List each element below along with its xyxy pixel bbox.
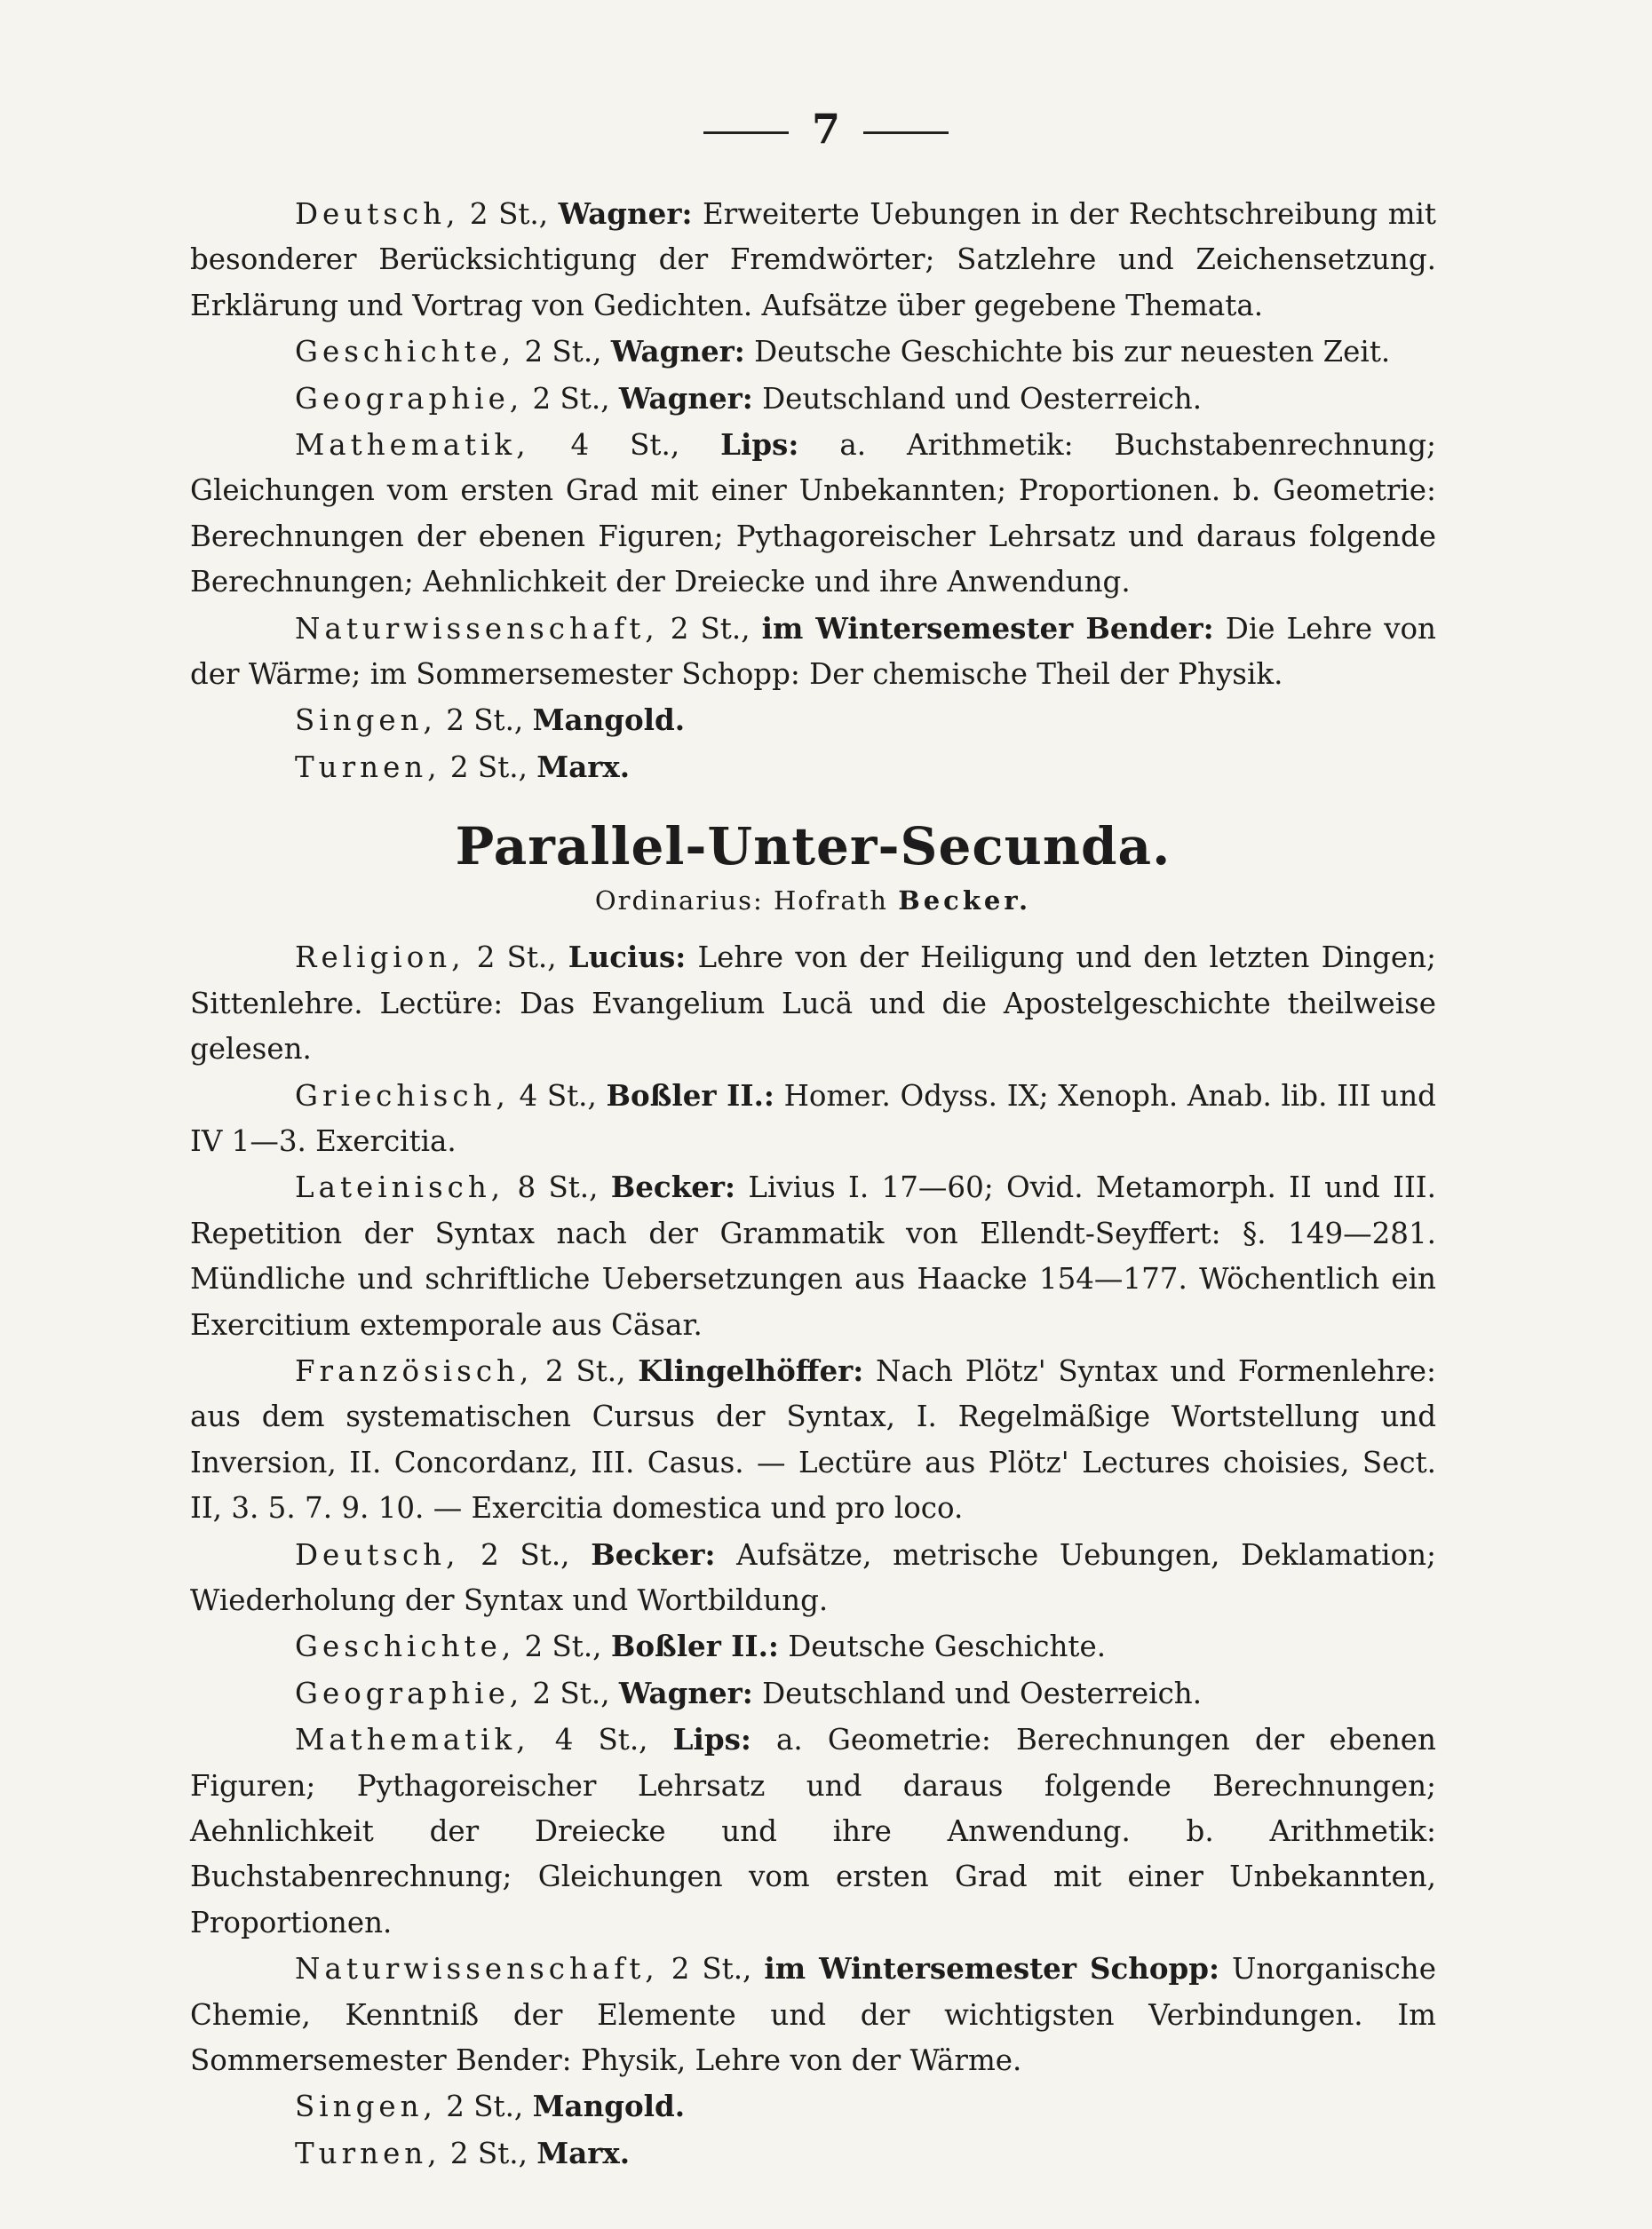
subject-description: Erweiterte Uebungen in der Rechtschreibung mit besonderer Berücksichtigung der Fremdwörter; Satzlehre und Zeichensetzung. Erklärung und Vortrag von Gedichten. Aufsätze über gegebene Themata.	[190, 197, 1436, 322]
subject-name: Lateinisch,	[295, 1170, 505, 1205]
page-number-line	[0, 105, 1652, 153]
subject-paragraph	[190, 422, 1436, 606]
subject-hours: 2 St.,	[532, 1676, 610, 1710]
subject-paragraph	[190, 606, 1436, 698]
subject-paragraph	[190, 376, 1436, 422]
subject-paragraph	[190, 1946, 1436, 2083]
subject-description: Homer. Odyss. IX; Xenoph. Anab. lib. III und IV 1—3. Exercitia.	[190, 1078, 1436, 1158]
teacher-name: Mangold.	[532, 2089, 686, 2124]
left-dash	[703, 131, 789, 134]
subject-paragraph	[190, 744, 1436, 790]
subject-hours: 2 St.,	[476, 940, 557, 975]
subject-hours: 2 St.,	[670, 611, 751, 646]
subject-paragraph	[190, 1164, 1436, 1348]
teacher-name: Lips:	[720, 427, 799, 463]
teacher-name: Lips:	[672, 1722, 751, 1757]
subject-hours: 2 St.,	[449, 2136, 528, 2170]
subject-hours: 8 St.,	[517, 1170, 599, 1205]
subject-hours: 2 St.,	[481, 1537, 570, 1572]
teacher-name: Lucius:	[568, 940, 687, 975]
ordinarius-label: Ordinarius: Hofrath	[594, 885, 888, 916]
subject-name: Geographie,	[295, 1676, 524, 1710]
subject-description: a. Arithmetik: Buchstabenrechnung; Gleichungen vom ersten Grad mit einer Unbekannten; Proportionen. b. Geometrie: Berechnungen der ebenen Figuren; Pythagoreischer Lehrsatz und daraus folgende Berechnungen; Aehnlichkeit der Dreiecke und ihre Anwendung.	[190, 428, 1436, 599]
subject-description: Deutsche Geschichte.	[788, 1630, 1107, 1664]
subject-paragraph	[190, 191, 1436, 329]
subject-paragraph	[190, 697, 1436, 743]
teacher-name: im Wintersemester Schopp:	[764, 1951, 1219, 1987]
subject-name: Griechisch,	[295, 1078, 510, 1113]
teacher-name: Mangold.	[532, 702, 686, 738]
subject-description: Nach Plötz' Syntax und Formenlehre: aus dem systematischen Cursus der Syntax, I. Regelmäßige Wortstellung und Inversion, II. Concordanz, III. Casus. — Lectüre aus Plötz' Lectures choisies, Sect. II, 3. 5. 7. 9. 10. — Exercitia domestica und pro loco.	[190, 1353, 1436, 1526]
subject-hours: 2 St.,	[469, 197, 549, 231]
teacher-name: Marx.	[536, 749, 631, 784]
subject-paragraph	[190, 1623, 1436, 1670]
subject-name: Singen,	[295, 2090, 437, 2124]
subject-paragraph	[190, 1348, 1436, 1532]
subject-name: Geschichte,	[295, 1630, 516, 1664]
subject-name: Geographie,	[295, 381, 524, 416]
teacher-name: Wagner:	[618, 380, 753, 416]
right-dash	[863, 131, 949, 134]
subject-name: Deutsch,	[295, 1537, 460, 1572]
teacher-name: Boßler II.:	[610, 1629, 779, 1664]
subject-paragraph	[190, 2083, 1436, 2130]
section-heading: Parallel-Unter-Secunda.	[455, 816, 1171, 877]
ordinarius-name: Becker.	[898, 885, 1032, 916]
subject-name: Religion,	[295, 940, 465, 975]
section-parallel-unter-secunda	[190, 934, 1436, 2177]
teacher-name: Becker:	[591, 1536, 716, 1572]
subject-name: Naturwissenschaft,	[295, 611, 659, 646]
subject-description: Die Lehre von der Wärme; im Sommersemester Schopp: Der chemische Theil der Physik.	[190, 611, 1436, 692]
subject-hours: 2 St.,	[671, 1952, 752, 1987]
subject-paragraph	[190, 934, 1436, 1072]
teacher-name: im Wintersemester Bender:	[761, 610, 1214, 646]
subject-hours: 2 St.,	[545, 1353, 626, 1388]
teacher-name: Becker:	[610, 1170, 736, 1205]
subject-name: Französisch,	[295, 1353, 534, 1388]
subject-hours: 4 St.,	[570, 428, 680, 463]
ordinarius-line	[190, 883, 1436, 918]
teacher-name: Wagner:	[618, 1675, 753, 1710]
section-previous-class	[190, 191, 1436, 790]
teacher-name: Klingelhöffer:	[638, 1352, 864, 1388]
subject-description: Unorganische Chemie, Kenntniß der Elemente und der wichtigsten Verbindungen. Im Sommersemester Bender: Physik, Lehre von der Wärme.	[190, 1952, 1436, 2078]
subject-hours: 2 St.,	[449, 750, 528, 784]
subject-description: Lehre von der Heiligung und den letzten Dingen; Sittenlehre. Lectüre: Das Evangelium Lucä und die Apostelgeschichte theilweise gelesen.	[190, 940, 1436, 1067]
subject-paragraph	[190, 329, 1436, 375]
subject-description: Deutschland und Oesterreich.	[762, 381, 1203, 416]
subject-name: Mathematik,	[295, 1723, 530, 1757]
subject-name: Turnen,	[295, 750, 441, 784]
subject-name: Singen,	[295, 703, 437, 738]
page-number: 7	[811, 105, 840, 153]
teacher-name: Wagner:	[610, 334, 745, 369]
subject-description: Aufsätze, metrische Uebungen, Deklamation; Wiederholung der Syntax und Wortbildung.	[190, 1537, 1436, 1617]
teacher-name: Boßler II.:	[606, 1077, 774, 1113]
subject-description: Deutsche Geschichte bis zur neuesten Zeit.	[754, 335, 1391, 369]
subject-description: a. Geometrie: Berechnungen der ebenen Figuren; Pythagoreischer Lehrsatz und daraus folgende Berechnungen; Aehnlichkeit der Dreiecke und ihre Anwendung. b. Arithmetik: Buchstabenrechnung; Gleichungen vom ersten Grad mit einer Unbekannten, Proportionen.	[190, 1723, 1436, 1939]
subject-name: Mathematik,	[295, 428, 530, 463]
subject-hours: 2 St.,	[446, 2090, 524, 2124]
subject-name: Deutsch,	[295, 197, 460, 231]
subject-hours: 2 St.,	[524, 1630, 602, 1664]
subject-hours: 4 St.,	[519, 1078, 597, 1113]
subject-hours: 2 St.,	[524, 335, 602, 369]
subject-paragraph	[190, 1073, 1436, 1165]
subject-name: Naturwissenschaft,	[295, 1952, 659, 1987]
subject-description: Livius I. 17—60; Ovid. Metamorph. II und III. Repetition der Syntax nach der Grammatik von Ellendt-Seyffert: §. 149—281. Mündliche und schriftliche Uebersetzungen aus Haacke 154—177. Wöchentlich ein Exercitium extemporale aus Cäsar.	[190, 1170, 1436, 1342]
subject-hours: 2 St.,	[532, 381, 610, 416]
teacher-name: Marx.	[536, 2135, 631, 2170]
subject-paragraph	[190, 1717, 1436, 1946]
subject-paragraph	[190, 2130, 1436, 2177]
teacher-name: Wagner:	[558, 196, 693, 231]
subject-description: Deutschland und Oesterreich.	[762, 1676, 1203, 1710]
subject-paragraph	[190, 1670, 1436, 1717]
subject-name: Geschichte,	[295, 335, 516, 369]
subject-hours: 4 St.,	[554, 1723, 648, 1757]
subject-name: Turnen,	[295, 2136, 441, 2170]
subject-hours: 2 St.,	[446, 703, 524, 738]
document-body	[190, 191, 1436, 2177]
subject-paragraph	[190, 1532, 1436, 1624]
